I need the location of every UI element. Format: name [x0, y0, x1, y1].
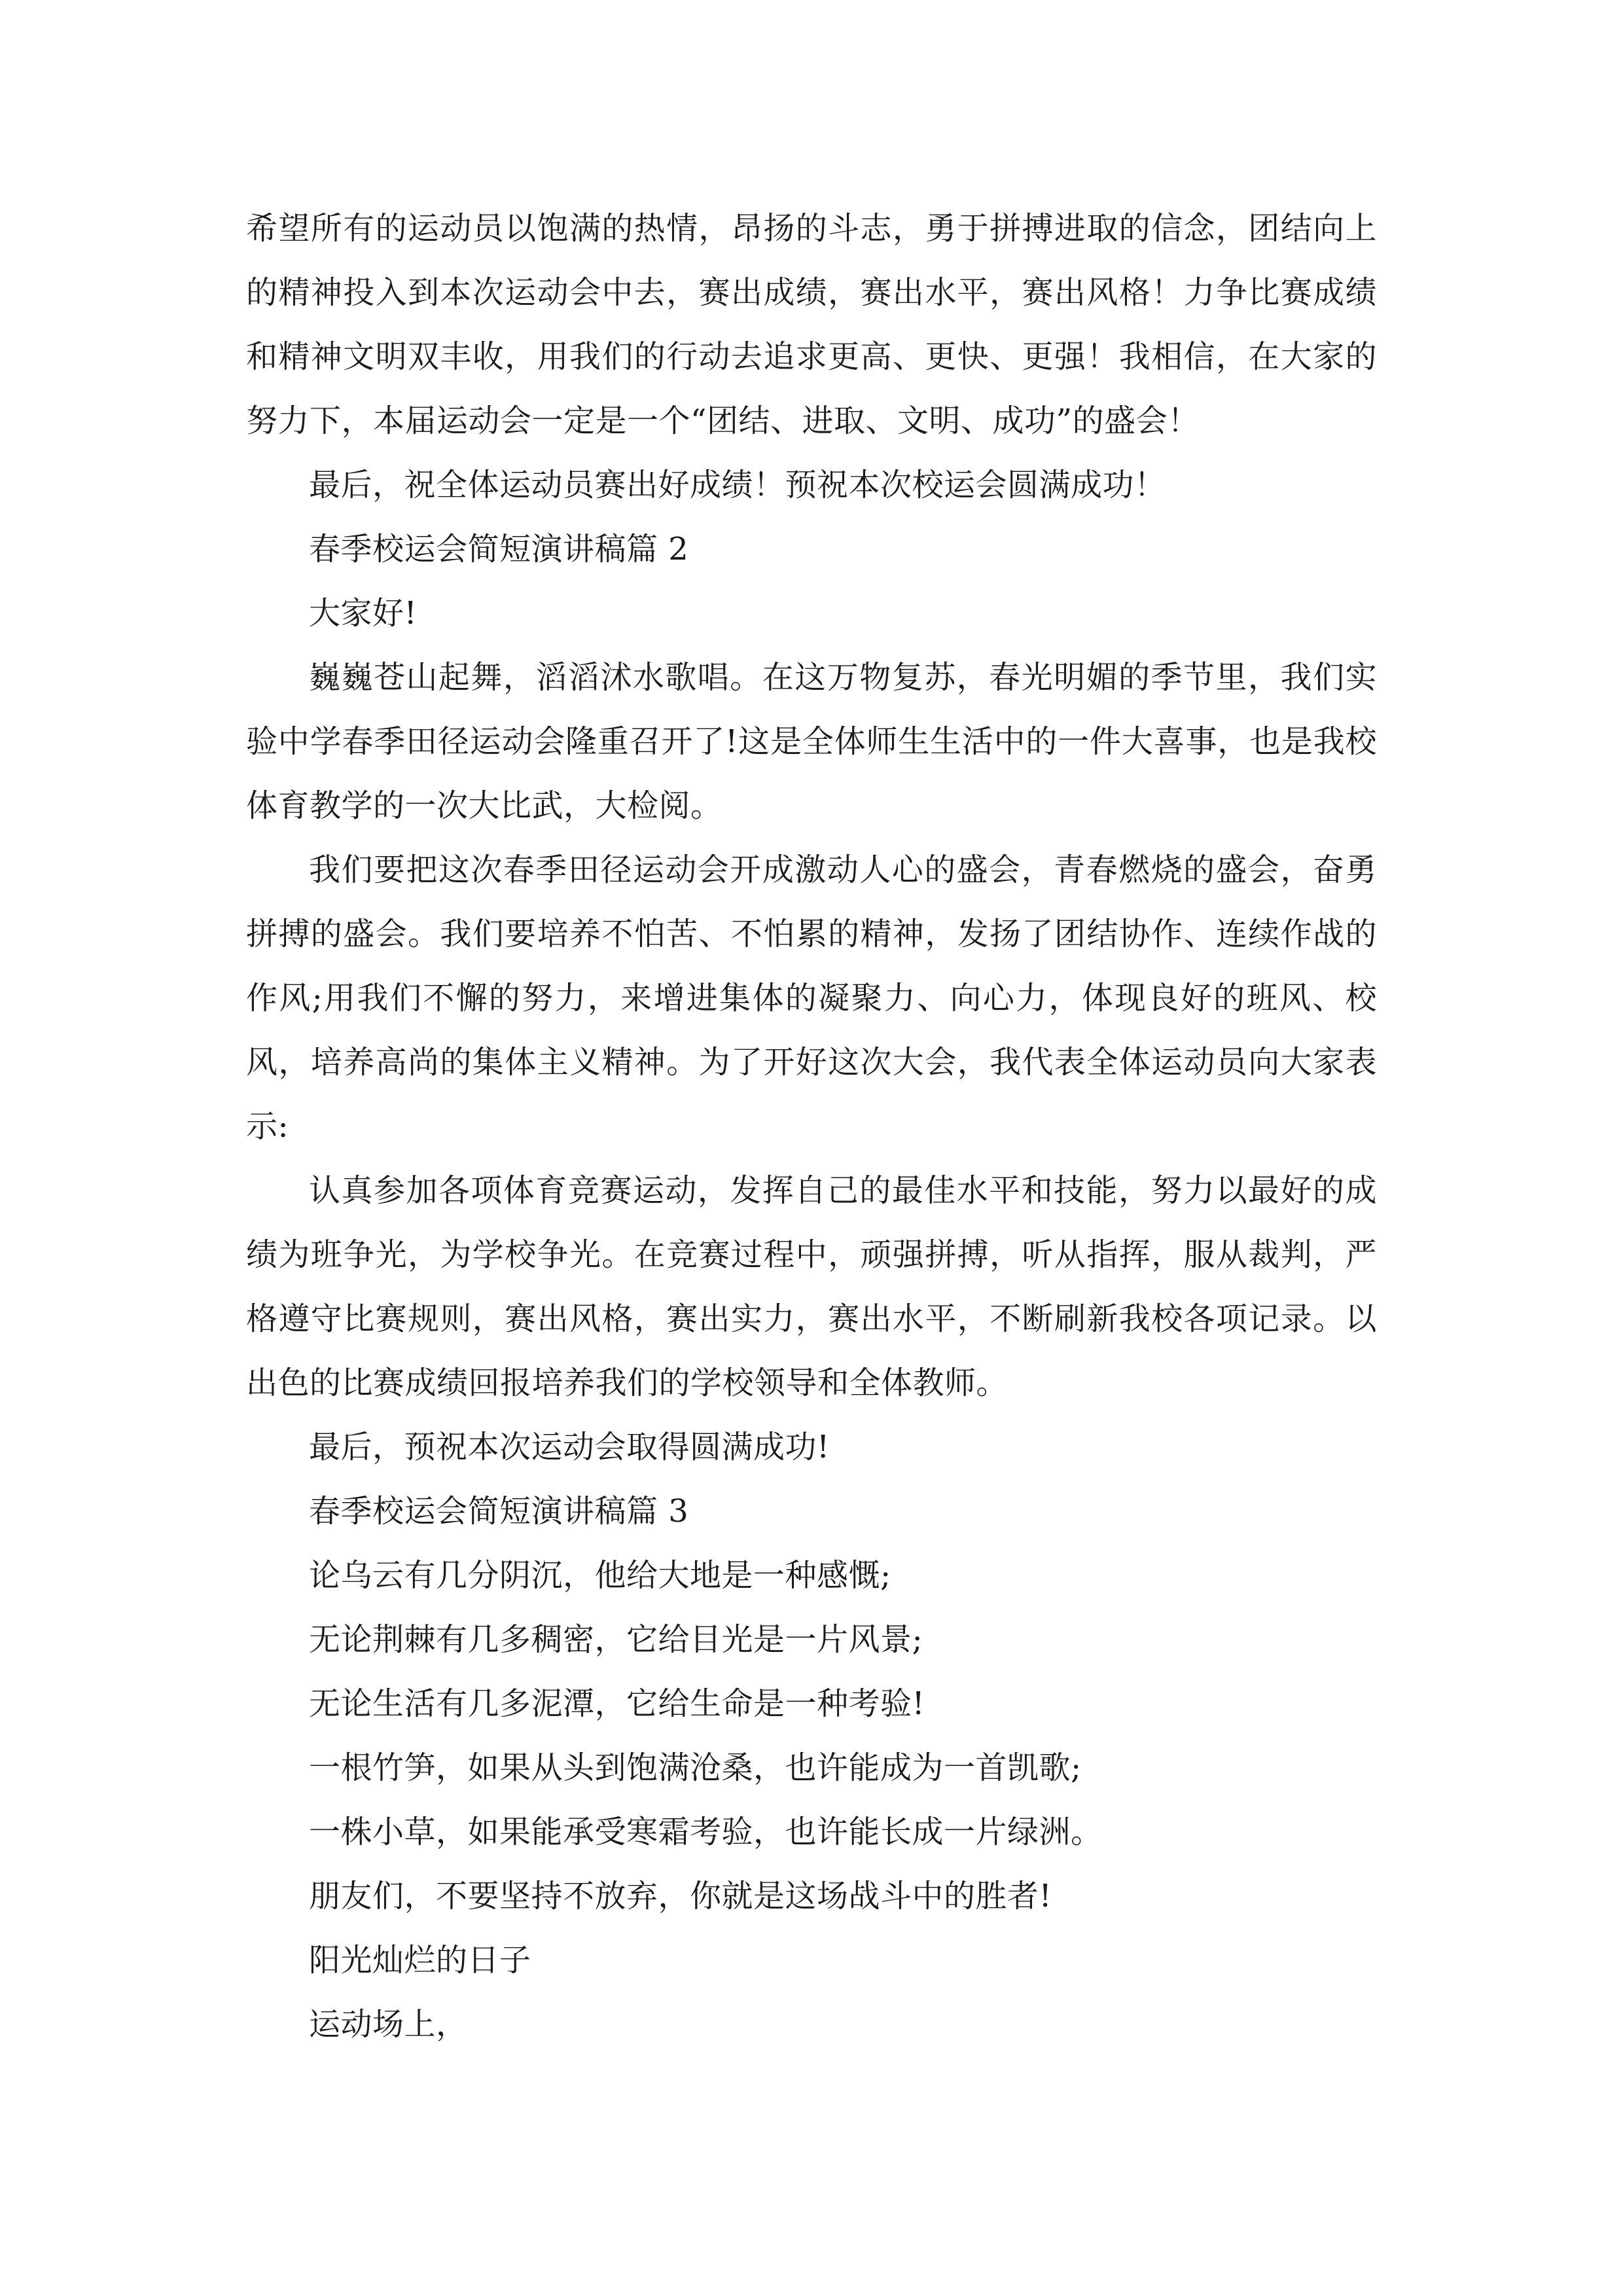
paragraph-2: 最后，祝全体运动员赛出好成绩！预祝本次校运会圆满成功！ — [309, 467, 1166, 503]
poem-line-4: 一根竹笋，如果从头到饱满沧桑，也许能成为一首凯歌; — [309, 1749, 1082, 1786]
poem-line-6: 朋友们，不要坚持不放弃，你就是这场战斗中的胜者! — [309, 1878, 1052, 1914]
paragraph-5: 认真参加各项体育竞赛运动，发挥自己的最佳水平和技能，努力以最好的成绩为班争光，为学校争光。在竞赛过程中，顽强拼搏，听从指挥，服从裁判，严格遵守比赛规则，赛出风格，赛出实力，赛出水平，不断刷新我校各项记录。以出色的比赛成绩回报培养我们的学校领导和全体教师。 — [246, 1172, 1377, 1401]
poem-line-3: 无论生活有几多泥潭，它给生命是一种考验! — [309, 1685, 925, 1722]
document-body — [246, 196, 1377, 2056]
paragraph-6: 最后，预祝本次运动会取得圆满成功! — [309, 1429, 830, 1465]
section-heading-2: 春季校运会简短演讲稿篇 2 — [309, 531, 689, 567]
paragraph-3: 巍巍苍山起舞，滔滔沭水歌唱。在这万物复苏，春光明媚的季节里，我们实验中学春季田径运动会隆重召开了!这是全体师生生活中的一件大喜事，也是我校体育教学的一次大比武，大检阅。 — [246, 659, 1377, 824]
paragraph-1: 希望所有的运动员以饱满的热情，昂扬的斗志，勇于拼搏进取的信念，团结向上的精神投入到本次运动会中去，赛出成绩，赛出水平，赛出风格！力争比赛成绩和精神文明双丰收，用我们的行动去追求更高、更快、更强！我相信，在大家的努力下，本届运动会一定是一个“团结、进取、文明、成功”的盛会！ — [246, 210, 1377, 439]
poem-line-2: 无论荆棘有几多稠密，它给目光是一片风景; — [309, 1621, 923, 1658]
section-heading-3: 春季校运会简短演讲稿篇 3 — [309, 1493, 689, 1530]
greeting: 大家好! — [309, 595, 418, 632]
poem-line-1: 论乌云有几分阴沉，他给大地是一种感慨; — [309, 1557, 891, 1594]
paragraph-4: 我们要把这次春季田径运动会开成激动人心的盛会，青春燃烧的盛会，奋勇拼搏的盛会。我们要培养不怕苦、不怕累的精神，发扬了团结协作、连续作战的作风;用我们不懈的努力，来增进集体的凝聚力、向心力，体现良好的班风、校风，培养高尚的集体主义精神。为了开好这次大会，我代表全体运动员向大家表示: — [246, 852, 1377, 1145]
poem-line-5: 一株小草，如果能承受寒霜考验，也许能长成一片绿洲。 — [309, 1814, 1103, 1850]
poem-line-8: 运动场上， — [309, 2006, 468, 2043]
poem-line-7: 阳光灿烂的日子 — [309, 1942, 531, 1979]
